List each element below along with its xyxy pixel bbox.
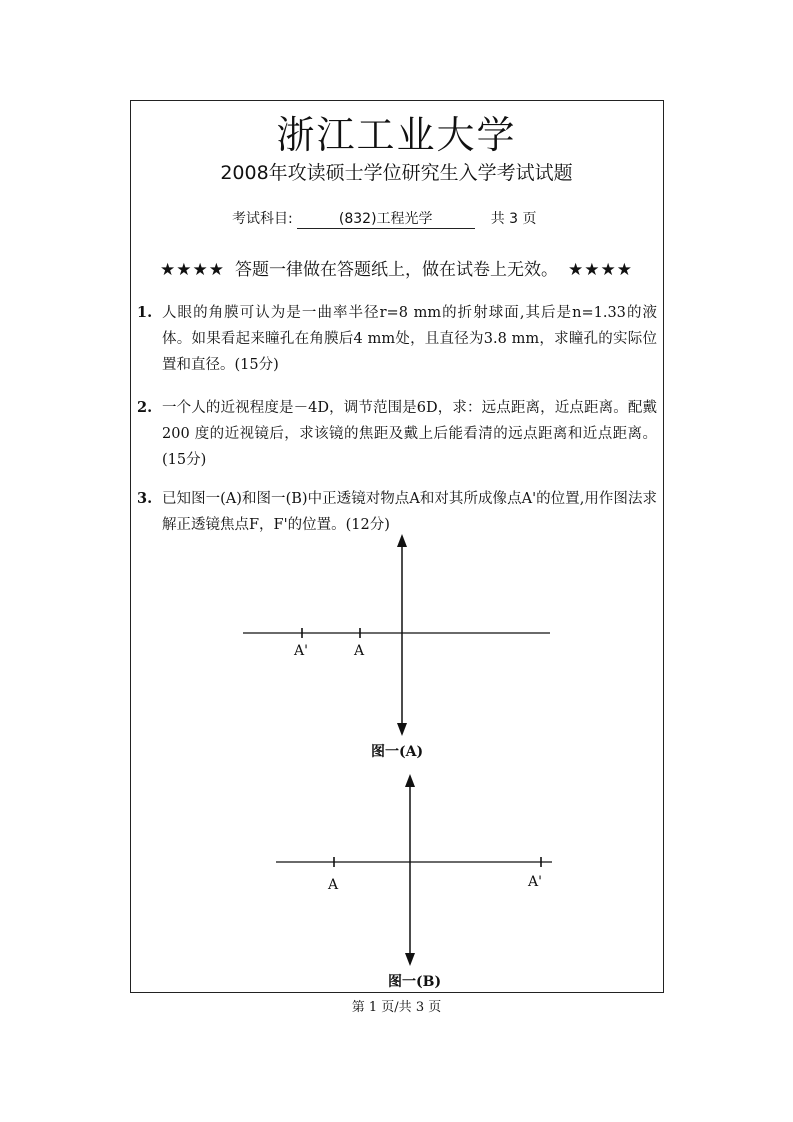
label-object-point-b: A [328, 877, 339, 893]
page-footer: 第 1 页/共 3 页 [351, 1000, 442, 1015]
star-decoration-left: ★★★★ [160, 260, 225, 280]
lens-arrow-down-a [397, 723, 407, 736]
label-image-point-a: A' [294, 643, 308, 659]
star-decoration-right: ★★★★ [568, 260, 633, 280]
figure-b-caption: 图一(B) [388, 974, 442, 990]
label-object-point-a: A [354, 643, 365, 659]
figure-a-caption: 图一(A) [371, 744, 424, 760]
university-name: 浙江工业大学 [276, 113, 517, 157]
lens-arrow-up-b [405, 774, 415, 787]
question-text: 人眼的角膜可认为是一曲率半径r=8 mm的折射球面,其后是n=1.33的液体。如果看起来瞳孔在角膜后4 mm处，且直径为3.8 mm，求瞳孔的实际位置和直径。(15分) [162, 305, 657, 373]
question-text: 一个人的近视程度是－4D，调节范围是6D，求：远点距离，近点距离。配戴 200 度的近视镜后，求该镜的焦距及戴上后能看清的远点距离和近点距离。(15分) [162, 400, 657, 468]
label-image-point-b: A' [528, 874, 542, 890]
question-number: 3. [137, 490, 153, 507]
lens-arrow-up-a [397, 534, 407, 547]
question-number: 2. [137, 399, 153, 416]
page-count: 共 3 页 [490, 211, 537, 227]
exam-title: 2008年攻读硕士学位研究生入学考试试题 [220, 162, 573, 184]
lens-arrow-down-b [405, 953, 415, 966]
question-text: 已知图一(A)和图一(B)中正透镜对物点A和对其所成像点A'的位置,用作图法求解正透镜焦点F，F'的位置。(12分) [162, 491, 657, 533]
figure-b [276, 774, 552, 966]
subject-label: 考试科目: [232, 211, 293, 227]
subject-value: (832)工程光学 [297, 208, 475, 229]
notice-text: 答题一律做在答题纸上，做在试卷上无效。 [235, 260, 558, 280]
question-number: 1. [137, 304, 153, 321]
figure-a [243, 534, 550, 736]
